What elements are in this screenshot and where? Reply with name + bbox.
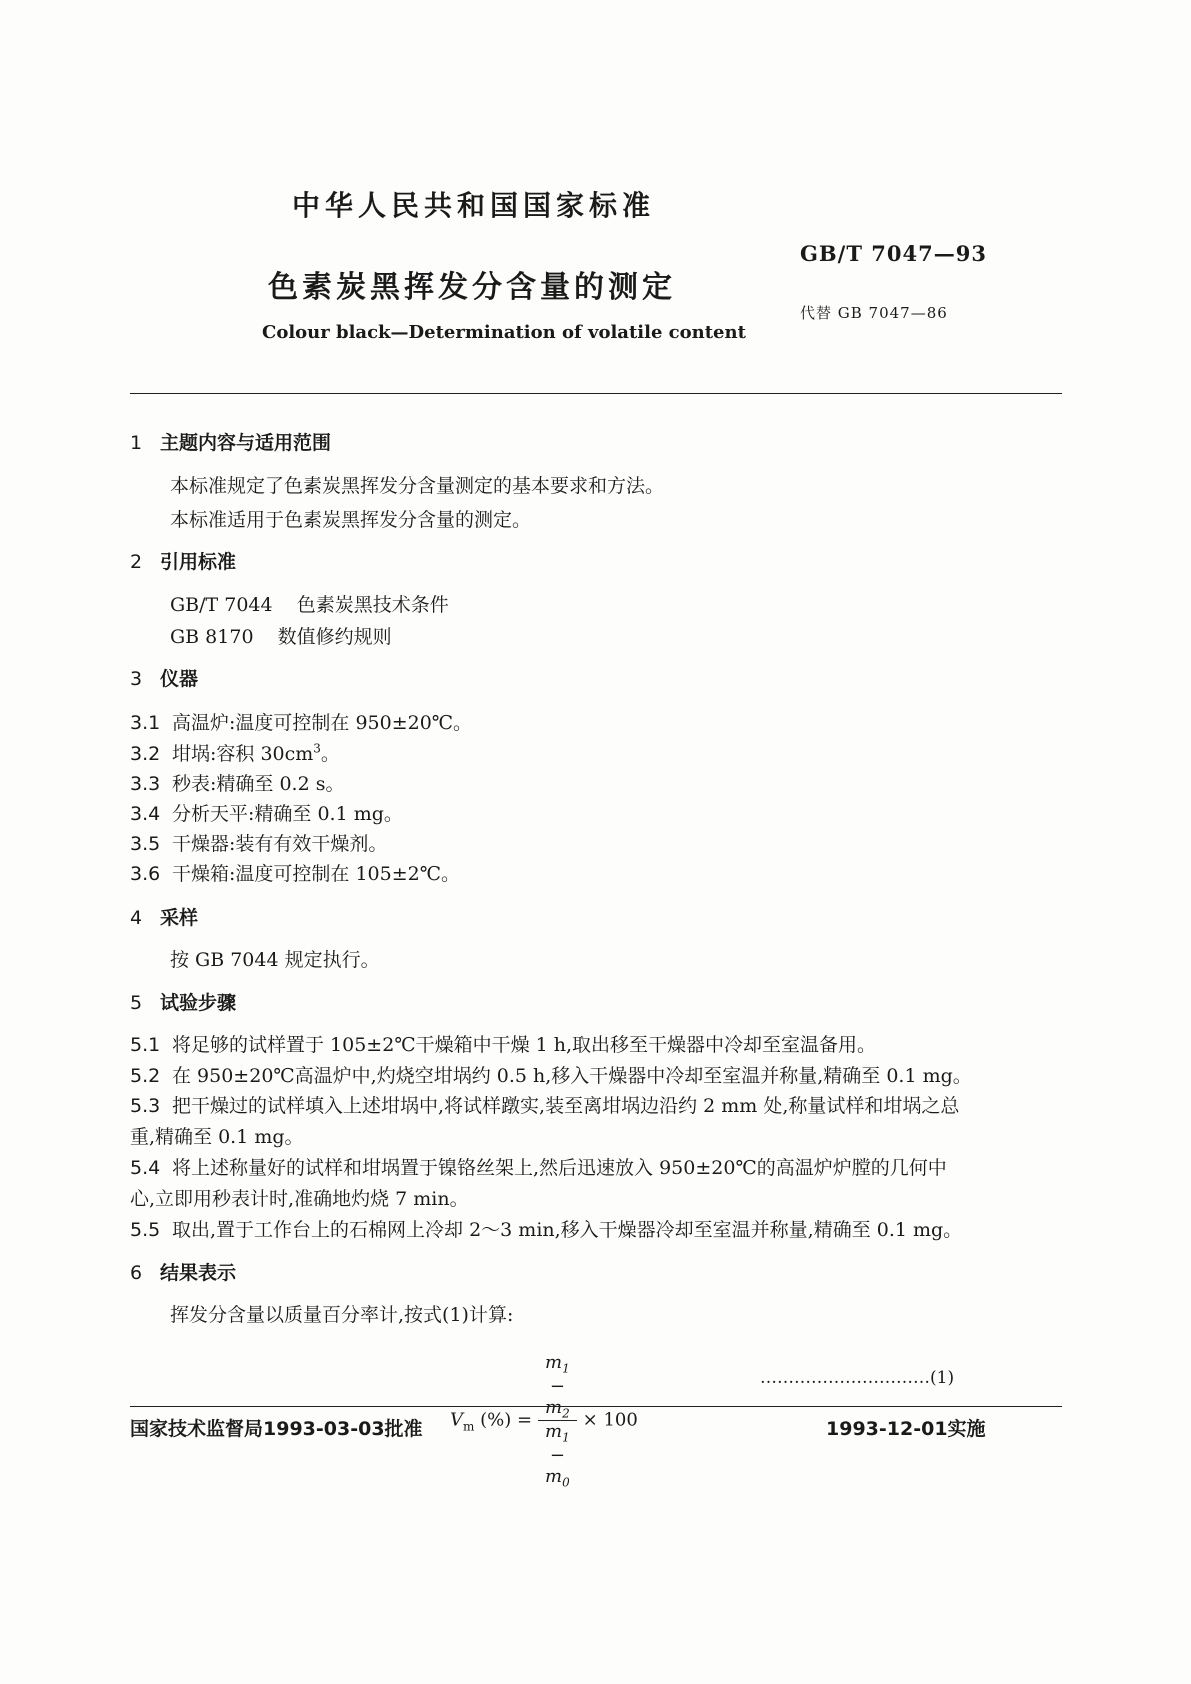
item-text: 把干燥过的试样填入上述坩埚中,将试样蹾实,装至离坩埚边沿约 2 mm 处,称量试样和坩埚之总 (172, 1095, 960, 1117)
sub: 1 (562, 1430, 570, 1445)
item-text: 干燥箱:温度可控制在 105±2℃。 (172, 863, 460, 885)
item-text: 分析天平:精确至 0.1 mg。 (172, 803, 403, 825)
section-5-heading (130, 988, 236, 1015)
section-title: 引用标准 (160, 551, 237, 573)
formula-denominator (538, 1421, 577, 1489)
paragraph: 本标准规定了色素炭黑挥发分含量测定的基本要求和方法。 (170, 475, 665, 497)
section-number: 5 (130, 992, 143, 1014)
apparatus-item (130, 799, 403, 826)
standard-code: GB/T 7047—93 (800, 241, 987, 266)
replaces-note: 代替 GB 7047—86 (800, 304, 948, 322)
section-number: 1 (130, 432, 143, 454)
item-number: 3.1 (130, 712, 161, 734)
section-number: 3 (130, 668, 143, 690)
section-number: 6 (130, 1262, 143, 1284)
var-m: m (545, 1421, 563, 1443)
approval-note: 国家技术监督局1993-03-03批准 (130, 1418, 423, 1440)
item-text: 坩埚:容积 30cm (172, 743, 314, 765)
procedure-step-continued: 心,立即用秒表计时,准确地灼烧 7 min。 (130, 1188, 469, 1210)
item-number: 3.4 (130, 803, 161, 825)
paragraph: 本标准适用于色素炭黑挥发分含量的测定。 (170, 509, 532, 531)
section-title: 采样 (160, 907, 199, 929)
sub: 1 (562, 1361, 570, 1376)
footer-divider (130, 1406, 1062, 1407)
item-number: 5.2 (130, 1065, 161, 1087)
formula-lhs-var: V (450, 1409, 463, 1431)
section-title: 结果表示 (160, 1262, 237, 1284)
item-number: 5.5 (130, 1219, 161, 1241)
item-text: 取出,置于工作台上的石棉网上冷却 2～3 min,移入干燥器冷却至室温并称量,精确至 0.1 mg。 (172, 1219, 963, 1241)
superscript: 3 (313, 741, 321, 756)
document-title-en: Colour black—Determination of volatile content (262, 322, 746, 343)
minus: − (549, 1444, 565, 1466)
item-number: 3.2 (130, 743, 161, 765)
section-title: 试验步骤 (160, 992, 237, 1014)
procedure-step (130, 1061, 972, 1088)
item-number: 3.3 (130, 773, 161, 795)
reference-name: 数值修约规则 (277, 626, 392, 648)
item-text: 将足够的试样置于 105±2℃干燥箱中干燥 1 h,取出移至干燥器中冷却至室温备用。 (172, 1034, 877, 1056)
paragraph: 挥发分含量以质量百分率计,按式(1)计算: (170, 1304, 514, 1326)
item-text: 在 950±20℃高温炉中,灼烧空坩埚约 0.5 h,移入干燥器中冷却至室温并称量,精确至 0.1 mg。 (172, 1065, 972, 1087)
var-m: m (545, 1465, 563, 1487)
national-standard-heading: 中华人民共和国国家标准 (292, 189, 656, 222)
apparatus-item (130, 859, 460, 886)
reference-item (170, 590, 449, 617)
sub: 2 (562, 1406, 570, 1421)
implementation-date: 1993-12-01实施 (826, 1418, 986, 1440)
item-number: 5.4 (130, 1157, 161, 1179)
paragraph: 按 GB 7044 规定执行。 (170, 949, 380, 971)
document-title-cn: 色素炭黑挥发分含量的测定 (268, 270, 676, 305)
header-divider (130, 393, 1062, 394)
item-text: 高温炉:温度可控制在 950±20℃。 (172, 712, 473, 734)
item-number: 3.6 (130, 863, 161, 885)
section-number: 4 (130, 907, 143, 929)
reference-code: GB 8170 (170, 626, 254, 648)
formula-times: × 100 (582, 1409, 638, 1431)
apparatus-item (130, 769, 344, 796)
item-number: 3.5 (130, 833, 161, 855)
section-title: 主题内容与适用范围 (160, 432, 332, 454)
apparatus-item (130, 829, 387, 856)
item-text-end: 。 (320, 743, 340, 765)
section-title: 仪器 (160, 668, 199, 690)
formula-label: …………………………(1) (760, 1368, 955, 1388)
formula (450, 1352, 638, 1489)
apparatus-item (130, 739, 340, 766)
item-number: 5.1 (130, 1034, 161, 1056)
procedure-step (130, 1215, 962, 1242)
section-2-heading (130, 547, 236, 574)
apparatus-item (130, 708, 472, 735)
item-text: 秒表:精确至 0.2 s。 (172, 773, 345, 795)
var-m: m (545, 1396, 563, 1418)
sub: 0 (562, 1475, 570, 1490)
reference-name: 色素炭黑技术条件 (296, 594, 449, 616)
var-m: m (545, 1352, 563, 1373)
section-3-heading (130, 664, 198, 691)
reference-item (170, 622, 392, 649)
section-1-heading (130, 428, 331, 455)
section-6-heading (130, 1258, 236, 1285)
procedure-step (130, 1091, 959, 1118)
item-number: 5.3 (130, 1095, 161, 1117)
section-4-heading (130, 903, 198, 930)
formula-numerator (538, 1352, 577, 1421)
procedure-step (130, 1153, 947, 1180)
procedure-step-continued: 重,精确至 0.1 mg。 (130, 1126, 304, 1148)
formula-lhs-sub: m (463, 1419, 475, 1434)
procedure-step (130, 1030, 876, 1057)
reference-code: GB/T 7044 (170, 594, 273, 616)
minus: − (549, 1375, 565, 1397)
section-number: 2 (130, 551, 143, 573)
formula-fraction (538, 1352, 577, 1489)
item-text: 干燥器:装有有效干燥剂。 (172, 833, 388, 855)
formula-lhs-unit: (%) = (480, 1409, 533, 1431)
item-text: 将上述称量好的试样和坩埚置于镍铬丝架上,然后迅速放入 950±20℃的高温炉炉膛的几何中 (172, 1157, 947, 1179)
